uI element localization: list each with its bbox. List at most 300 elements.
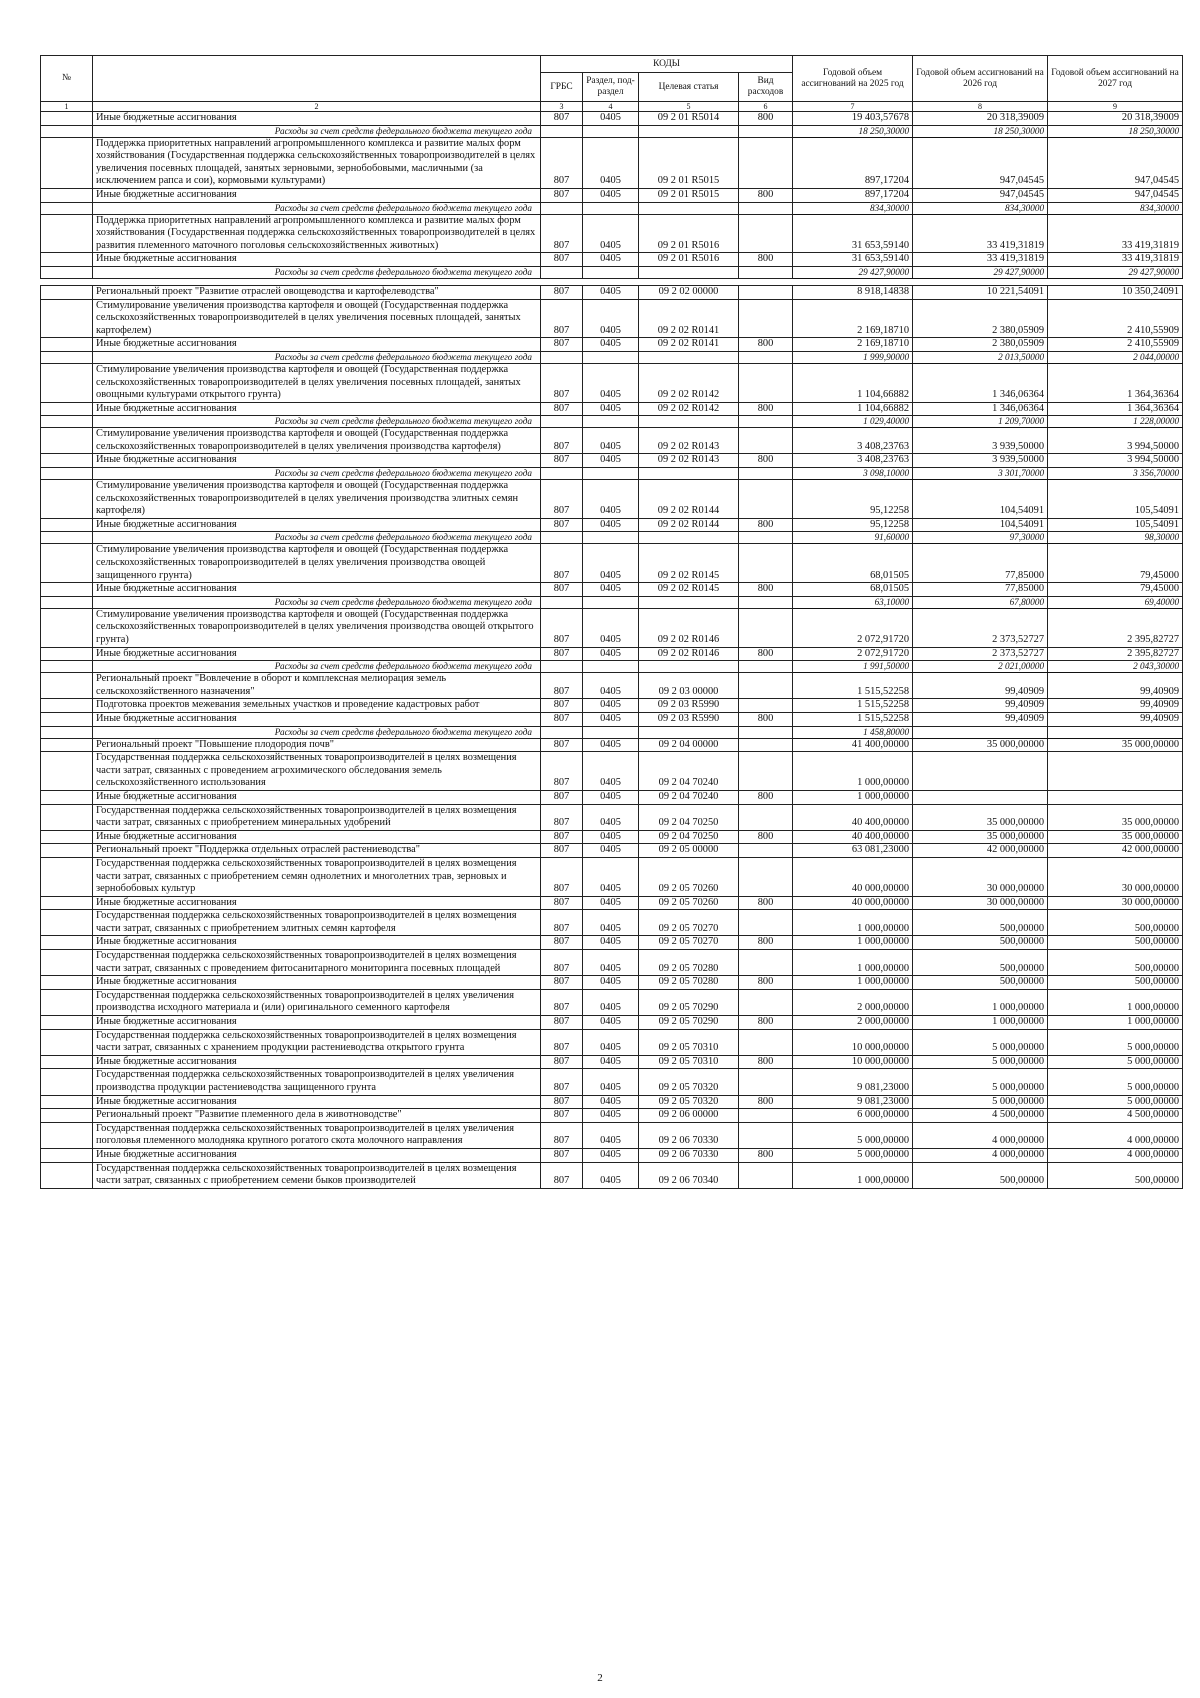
- amount-2026-cell: 500,00000: [913, 976, 1048, 990]
- amount-2027-cell: 500,00000: [1048, 910, 1183, 936]
- row-number-cell: [41, 532, 93, 544]
- section-cell: 0405: [583, 976, 639, 990]
- table-row: [41, 712, 1183, 726]
- grbs-cell: 807: [541, 188, 583, 202]
- amount-2025-cell: 1 104,66882: [793, 363, 913, 402]
- amount-2026-cell: 3 939,50000: [913, 454, 1048, 468]
- grbs-cell: 807: [541, 402, 583, 416]
- amount-2025-cell: 1 000,00000: [793, 1162, 913, 1188]
- section-cell: [583, 661, 639, 673]
- row-number-cell: [41, 712, 93, 726]
- grbs-cell: 807: [541, 647, 583, 661]
- kind-cell: 800: [739, 1095, 793, 1109]
- amount-2027-cell: 4 000,00000: [1048, 1148, 1183, 1162]
- amount-2026-cell: 99,40909: [913, 699, 1048, 713]
- amount-2025-cell: 1 000,00000: [793, 950, 913, 976]
- amount-2026-cell: 4 000,00000: [913, 1122, 1048, 1148]
- section-cell: 0405: [583, 518, 639, 532]
- target-cell: 09 2 03 R5990: [639, 712, 739, 726]
- table-row: [41, 583, 1183, 597]
- row-name-cell: Иные бюджетные ассигнования: [93, 112, 541, 126]
- amount-2025-cell: 31 653,59140: [793, 214, 913, 253]
- table-row: [41, 950, 1183, 976]
- amount-2026-cell: 99,40909: [913, 673, 1048, 699]
- colnum: 1: [41, 102, 93, 112]
- section-cell: 0405: [583, 647, 639, 661]
- header-2026: Годовой объем ассигнований на 2026 год: [913, 56, 1048, 102]
- target-cell: 09 2 02 R0146: [639, 608, 739, 647]
- amount-2027-cell: 42 000,00000: [1048, 844, 1183, 858]
- row-name-cell: Иные бюджетные ассигнования: [93, 583, 541, 597]
- amount-2027-cell: 1 364,36364: [1048, 363, 1183, 402]
- kind-cell: 800: [739, 188, 793, 202]
- spacer-cell: [41, 278, 93, 285]
- amount-2027-cell: 500,00000: [1048, 1162, 1183, 1188]
- amount-2025-cell: 40 400,00000: [793, 830, 913, 844]
- amount-2027-cell: 4 500,00000: [1048, 1109, 1183, 1123]
- target-cell: 09 2 06 70330: [639, 1122, 739, 1148]
- table-row: [41, 1095, 1183, 1109]
- section-cell: [583, 532, 639, 544]
- target-cell: 09 2 03 R5990: [639, 699, 739, 713]
- table-row: [41, 480, 1183, 519]
- table-row: [41, 989, 1183, 1015]
- amount-2026-cell: 500,00000: [913, 950, 1048, 976]
- section-cell: 0405: [583, 752, 639, 791]
- grbs-cell: 807: [541, 673, 583, 699]
- row-name-cell: Региональный проект "Повышение плодородия почв": [93, 738, 541, 752]
- amount-2027-cell: 2 044,00000: [1048, 351, 1183, 363]
- amount-2026-cell: 77,85000: [913, 544, 1048, 583]
- row-name-cell: Расходы за счет средств федерального бюджета текущего года: [93, 416, 541, 428]
- row-name-cell: Иные бюджетные ассигнования: [93, 253, 541, 267]
- row-number-cell: [41, 188, 93, 202]
- target-cell: [639, 596, 739, 608]
- amount-2026-cell: 5 000,00000: [913, 1069, 1048, 1095]
- row-number-cell: [41, 673, 93, 699]
- kind-cell: [739, 1029, 793, 1055]
- section-cell: 0405: [583, 112, 639, 126]
- target-cell: 09 2 05 70310: [639, 1055, 739, 1069]
- table-row: [41, 1069, 1183, 1095]
- section-cell: [583, 202, 639, 214]
- header-codes: КОДЫ: [541, 56, 793, 73]
- grbs-cell: 807: [541, 1029, 583, 1055]
- amount-2026-cell: 1 000,00000: [913, 989, 1048, 1015]
- grbs-cell: 807: [541, 480, 583, 519]
- section-cell: 0405: [583, 137, 639, 188]
- kind-cell: [739, 673, 793, 699]
- amount-2027-cell: 2 395,82727: [1048, 608, 1183, 647]
- section-cell: 0405: [583, 428, 639, 454]
- amount-2026-cell: 500,00000: [913, 1162, 1048, 1188]
- row-name-cell: Иные бюджетные ассигнования: [93, 338, 541, 352]
- row-name-cell: Иные бюджетные ассигнования: [93, 402, 541, 416]
- grbs-cell: [541, 532, 583, 544]
- row-number-cell: [41, 299, 93, 338]
- target-cell: 09 2 02 R0142: [639, 363, 739, 402]
- amount-2025-cell: 9 081,23000: [793, 1095, 913, 1109]
- row-name-cell: Иные бюджетные ассигнования: [93, 518, 541, 532]
- amount-2025-cell: 6 000,00000: [793, 1109, 913, 1123]
- amount-2027-cell: 18 250,30000: [1048, 125, 1183, 137]
- grbs-cell: 807: [541, 299, 583, 338]
- section-cell: [583, 266, 639, 278]
- row-number-cell: [41, 1148, 93, 1162]
- row-name-cell: Государственная поддержка сельскохозяйственных товаропроизводителей в целях возмещения части затрат, связанных с проведением фитосанитарного мониторинга посевных площадей: [93, 950, 541, 976]
- federal-funds-row: [41, 596, 1183, 608]
- row-name-cell: Иные бюджетные ассигнования: [93, 1148, 541, 1162]
- amount-2026-cell: 30 000,00000: [913, 896, 1048, 910]
- grbs-cell: [541, 726, 583, 738]
- federal-funds-row: [41, 468, 1183, 480]
- amount-2025-cell: 834,30000: [793, 202, 913, 214]
- kind-cell: [739, 1069, 793, 1095]
- grbs-cell: 807: [541, 112, 583, 126]
- spacer-cell: [639, 278, 739, 285]
- row-name-cell: Расходы за счет средств федерального бюджета текущего года: [93, 726, 541, 738]
- section-cell: 0405: [583, 1148, 639, 1162]
- grbs-cell: 807: [541, 285, 583, 299]
- section-cell: 0405: [583, 950, 639, 976]
- column-number-row: [41, 102, 1183, 112]
- section-cell: 0405: [583, 1162, 639, 1188]
- row-name-cell: Стимулирование увеличения производства картофеля и овощей (Государственная поддержка сельскохозяйственных товаропроизводителей в целях увеличения посевных площадей, занятых овощными культурами открытого грунта): [93, 363, 541, 402]
- amount-2026-cell: 33 419,31819: [913, 253, 1048, 267]
- federal-funds-row: [41, 125, 1183, 137]
- section-cell: [583, 596, 639, 608]
- amount-2026-cell: 2 021,00000: [913, 661, 1048, 673]
- amount-2027-cell: 30 000,00000: [1048, 896, 1183, 910]
- target-cell: 09 2 05 70280: [639, 976, 739, 990]
- target-cell: [639, 468, 739, 480]
- amount-2026-cell: 1 000,00000: [913, 1016, 1048, 1030]
- kind-cell: 800: [739, 647, 793, 661]
- amount-2025-cell: 1 000,00000: [793, 752, 913, 791]
- grbs-cell: [541, 202, 583, 214]
- kind-cell: 800: [739, 1055, 793, 1069]
- amount-2027-cell: 2 410,55909: [1048, 338, 1183, 352]
- section-cell: [583, 726, 639, 738]
- amount-2025-cell: 40 000,00000: [793, 896, 913, 910]
- federal-funds-row: [41, 726, 1183, 738]
- target-cell: 09 2 05 70320: [639, 1069, 739, 1095]
- target-cell: 09 2 05 70280: [639, 950, 739, 976]
- section-cell: 0405: [583, 673, 639, 699]
- amount-2027-cell: 500,00000: [1048, 936, 1183, 950]
- section-cell: 0405: [583, 480, 639, 519]
- row-number-cell: [41, 1162, 93, 1188]
- amount-2026-cell: 947,04545: [913, 137, 1048, 188]
- row-name-cell: Государственная поддержка сельскохозяйственных товаропроизводителей в целях возмещения части затрат, связанных с хранением продукции растениеводства открытого грунта: [93, 1029, 541, 1055]
- grbs-cell: [541, 468, 583, 480]
- federal-funds-row: [41, 416, 1183, 428]
- kind-cell: [739, 428, 793, 454]
- amount-2025-cell: 897,17204: [793, 137, 913, 188]
- section-cell: 0405: [583, 936, 639, 950]
- amount-2026-cell: 10 221,54091: [913, 285, 1048, 299]
- kind-cell: [739, 544, 793, 583]
- amount-2026-cell: 104,54091: [913, 480, 1048, 519]
- grbs-cell: 807: [541, 936, 583, 950]
- target-cell: 09 2 03 00000: [639, 673, 739, 699]
- amount-2025-cell: 5 000,00000: [793, 1148, 913, 1162]
- row-number-cell: [41, 253, 93, 267]
- table-row: [41, 976, 1183, 990]
- section-cell: 0405: [583, 804, 639, 830]
- table-row: [41, 910, 1183, 936]
- grbs-cell: 807: [541, 712, 583, 726]
- row-number-cell: [41, 936, 93, 950]
- target-cell: 09 2 04 70240: [639, 752, 739, 791]
- amount-2025-cell: 18 250,30000: [793, 125, 913, 137]
- row-number-cell: [41, 596, 93, 608]
- kind-cell: 800: [739, 253, 793, 267]
- amount-2025-cell: 1 000,00000: [793, 790, 913, 804]
- amount-2025-cell: 19 403,57678: [793, 112, 913, 126]
- amount-2025-cell: 31 653,59140: [793, 253, 913, 267]
- row-name-cell: Иные бюджетные ассигнования: [93, 936, 541, 950]
- grbs-cell: 807: [541, 830, 583, 844]
- amount-2027-cell: 5 000,00000: [1048, 1069, 1183, 1095]
- amount-2027-cell: 3 994,50000: [1048, 454, 1183, 468]
- amount-2027-cell: 79,45000: [1048, 544, 1183, 583]
- section-cell: 0405: [583, 989, 639, 1015]
- row-name-cell: Расходы за счет средств федерального бюджета текущего года: [93, 202, 541, 214]
- kind-cell: [739, 416, 793, 428]
- target-cell: 09 2 05 70260: [639, 857, 739, 896]
- table-row: [41, 790, 1183, 804]
- header-name: [93, 56, 541, 102]
- amount-2026-cell: [913, 752, 1048, 791]
- amount-2027-cell: 10 350,24091: [1048, 285, 1183, 299]
- table-row: [41, 363, 1183, 402]
- grbs-cell: 807: [541, 1122, 583, 1148]
- row-name-cell: Региональный проект "Поддержка отдельных отраслей растениеводства": [93, 844, 541, 858]
- spacer-cell: [541, 278, 583, 285]
- amount-2027-cell: 1 228,00000: [1048, 416, 1183, 428]
- kind-cell: [739, 532, 793, 544]
- federal-funds-row: [41, 661, 1183, 673]
- header-2027: Годовой объем ассигнований на 2027 год: [1048, 56, 1183, 102]
- grbs-cell: 807: [541, 1162, 583, 1188]
- amount-2027-cell: 29 427,90000: [1048, 266, 1183, 278]
- table-row: [41, 137, 1183, 188]
- amount-2026-cell: 35 000,00000: [913, 738, 1048, 752]
- amount-2027-cell: [1048, 726, 1183, 738]
- section-cell: [583, 468, 639, 480]
- kind-cell: 800: [739, 830, 793, 844]
- amount-2027-cell: 33 419,31819: [1048, 253, 1183, 267]
- grbs-cell: 807: [541, 844, 583, 858]
- target-cell: [639, 726, 739, 738]
- kind-cell: 800: [739, 338, 793, 352]
- row-name-cell: Поддержка приоритетных направлений агропромышленного комплекса и развитие малых форм хозяйствования (Государственная поддержка сельскохозяйственных товаропроизводителей в целях развития племенного маточного поголовья сельскохозяйственных животных): [93, 214, 541, 253]
- amount-2026-cell: 67,80000: [913, 596, 1048, 608]
- amount-2025-cell: 95,12258: [793, 480, 913, 519]
- amount-2027-cell: 99,40909: [1048, 673, 1183, 699]
- grbs-cell: [541, 266, 583, 278]
- row-number-cell: [41, 1029, 93, 1055]
- amount-2026-cell: 834,30000: [913, 202, 1048, 214]
- section-cell: [583, 351, 639, 363]
- target-cell: [639, 125, 739, 137]
- section-cell: 0405: [583, 1122, 639, 1148]
- amount-2026-cell: 42 000,00000: [913, 844, 1048, 858]
- table-row: [41, 253, 1183, 267]
- grbs-cell: 807: [541, 910, 583, 936]
- row-number-cell: [41, 1109, 93, 1123]
- grbs-cell: 807: [541, 428, 583, 454]
- grbs-cell: 807: [541, 338, 583, 352]
- table-row: [41, 896, 1183, 910]
- amount-2027-cell: 5 000,00000: [1048, 1029, 1183, 1055]
- section-cell: 0405: [583, 790, 639, 804]
- amount-2026-cell: 2 013,50000: [913, 351, 1048, 363]
- amount-2027-cell: 4 000,00000: [1048, 1122, 1183, 1148]
- grbs-cell: 807: [541, 1109, 583, 1123]
- kind-cell: [739, 804, 793, 830]
- row-number-cell: [41, 285, 93, 299]
- table-row: [41, 699, 1183, 713]
- amount-2026-cell: 5 000,00000: [913, 1055, 1048, 1069]
- colnum: 9: [1048, 102, 1183, 112]
- grbs-cell: 807: [541, 976, 583, 990]
- kind-cell: [739, 202, 793, 214]
- row-number-cell: [41, 351, 93, 363]
- table-row: [41, 518, 1183, 532]
- row-name-cell: Стимулирование увеличения производства картофеля и овощей (Государственная поддержка сельскохозяйственных товаропроизводителей в целях увеличения производства овощей открытого грунта): [93, 608, 541, 647]
- row-number-cell: [41, 830, 93, 844]
- row-number-cell: [41, 518, 93, 532]
- row-number-cell: [41, 804, 93, 830]
- table-row: [41, 285, 1183, 299]
- section-cell: 0405: [583, 1029, 639, 1055]
- row-name-cell: Государственная поддержка сельскохозяйственных товаропроизводителей в целях увеличения поголовья племенного молодняка крупного рогатого скота молочного направления: [93, 1122, 541, 1148]
- target-cell: [639, 661, 739, 673]
- amount-2026-cell: 4 500,00000: [913, 1109, 1048, 1123]
- row-name-cell: Расходы за счет средств федерального бюджета текущего года: [93, 351, 541, 363]
- grbs-cell: 807: [541, 454, 583, 468]
- row-name-cell: Стимулирование увеличения производства картофеля и овощей (Государственная поддержка сельскохозяйственных товаропроизводителей в целях увеличения посевных площадей, занятых картофелем): [93, 299, 541, 338]
- target-cell: 09 2 04 70240: [639, 790, 739, 804]
- kind-cell: [739, 950, 793, 976]
- amount-2025-cell: 1 999,90000: [793, 351, 913, 363]
- kind-cell: [739, 1109, 793, 1123]
- amount-2025-cell: 1 000,00000: [793, 976, 913, 990]
- spacer-cell: [583, 278, 639, 285]
- amount-2026-cell: 4 000,00000: [913, 1148, 1048, 1162]
- amount-2025-cell: 897,17204: [793, 188, 913, 202]
- table-row: [41, 188, 1183, 202]
- row-name-cell: Иные бюджетные ассигнования: [93, 454, 541, 468]
- section-cell: 0405: [583, 338, 639, 352]
- row-number-cell: [41, 726, 93, 738]
- row-number-cell: [41, 202, 93, 214]
- table-row: [41, 647, 1183, 661]
- amount-2027-cell: 105,54091: [1048, 480, 1183, 519]
- amount-2027-cell: 105,54091: [1048, 518, 1183, 532]
- target-cell: 09 2 01 R5014: [639, 112, 739, 126]
- row-name-cell: Иные бюджетные ассигнования: [93, 976, 541, 990]
- kind-cell: 800: [739, 976, 793, 990]
- kind-cell: [739, 1122, 793, 1148]
- row-name-cell: Расходы за счет средств федерального бюджета текущего года: [93, 661, 541, 673]
- row-number-cell: [41, 896, 93, 910]
- target-cell: 09 2 05 70260: [639, 896, 739, 910]
- row-name-cell: Иные бюджетные ассигнования: [93, 1016, 541, 1030]
- amount-2025-cell: 68,01505: [793, 583, 913, 597]
- target-cell: 09 2 02 R0141: [639, 338, 739, 352]
- kind-cell: [739, 285, 793, 299]
- grbs-cell: 807: [541, 950, 583, 976]
- row-name-cell: Стимулирование увеличения производства картофеля и овощей (Государственная поддержка сельскохозяйственных товаропроизводителей в целях увеличения производства овощей защищенного грунта): [93, 544, 541, 583]
- amount-2027-cell: 35 000,00000: [1048, 738, 1183, 752]
- row-number-cell: [41, 125, 93, 137]
- target-cell: 09 2 02 R0142: [639, 402, 739, 416]
- row-name-cell: Государственная поддержка сельскохозяйственных товаропроизводителей в целях возмещения части затрат, связанных с приобретением элитных семян картофеля: [93, 910, 541, 936]
- section-cell: 0405: [583, 910, 639, 936]
- kind-cell: [739, 699, 793, 713]
- amount-2026-cell: 1 209,70000: [913, 416, 1048, 428]
- federal-funds-row: [41, 202, 1183, 214]
- header-grbs: ГРБС: [541, 73, 583, 102]
- amount-2025-cell: 1 515,52258: [793, 673, 913, 699]
- row-name-cell: Иные бюджетные ассигнования: [93, 647, 541, 661]
- table-row: [41, 454, 1183, 468]
- row-name-cell: Иные бюджетные ассигнования: [93, 896, 541, 910]
- grbs-cell: 807: [541, 1069, 583, 1095]
- budget-table-sheet: [40, 55, 1182, 1189]
- table-row: [41, 830, 1183, 844]
- target-cell: 09 2 06 70330: [639, 1148, 739, 1162]
- amount-2026-cell: 1 346,06364: [913, 402, 1048, 416]
- table-row: [41, 112, 1183, 126]
- row-number-cell: [41, 844, 93, 858]
- table-row: [41, 1109, 1183, 1123]
- amount-2026-cell: 29 427,90000: [913, 266, 1048, 278]
- section-cell: [583, 125, 639, 137]
- row-number-cell: [41, 699, 93, 713]
- colnum: 3: [541, 102, 583, 112]
- row-number-cell: [41, 661, 93, 673]
- row-number-cell: [41, 402, 93, 416]
- colnum: 7: [793, 102, 913, 112]
- row-name-cell: Региональный проект "Вовлечение в оборот и комплексная мелиорация земель сельскохозяйственного назначения": [93, 673, 541, 699]
- kind-cell: 800: [739, 1148, 793, 1162]
- kind-cell: [739, 480, 793, 519]
- amount-2025-cell: 1 458,80000: [793, 726, 913, 738]
- row-name-cell: Государственная поддержка сельскохозяйственных товаропроизводителей в целях возмещения части затрат, связанных с проведением агрохимического обследования земель сельскохозяйственного использования: [93, 752, 541, 791]
- section-cell: 0405: [583, 608, 639, 647]
- row-number-cell: [41, 950, 93, 976]
- kind-cell: [739, 989, 793, 1015]
- table-row: [41, 673, 1183, 699]
- table-row: [41, 299, 1183, 338]
- amount-2027-cell: 30 000,00000: [1048, 857, 1183, 896]
- row-name-cell: Стимулирование увеличения производства картофеля и овощей (Государственная поддержка сельскохозяйственных товаропроизводителей в целях увеличения производства картофеля): [93, 428, 541, 454]
- table-row: [41, 1016, 1183, 1030]
- target-cell: 09 2 01 R5016: [639, 214, 739, 253]
- grbs-cell: 807: [541, 137, 583, 188]
- amount-2026-cell: 1 346,06364: [913, 363, 1048, 402]
- target-cell: 09 2 05 70290: [639, 1016, 739, 1030]
- grbs-cell: 807: [541, 214, 583, 253]
- amount-2026-cell: 35 000,00000: [913, 804, 1048, 830]
- grbs-cell: 807: [541, 518, 583, 532]
- row-number-cell: [41, 738, 93, 752]
- header-kind: Вид расходов: [739, 73, 793, 102]
